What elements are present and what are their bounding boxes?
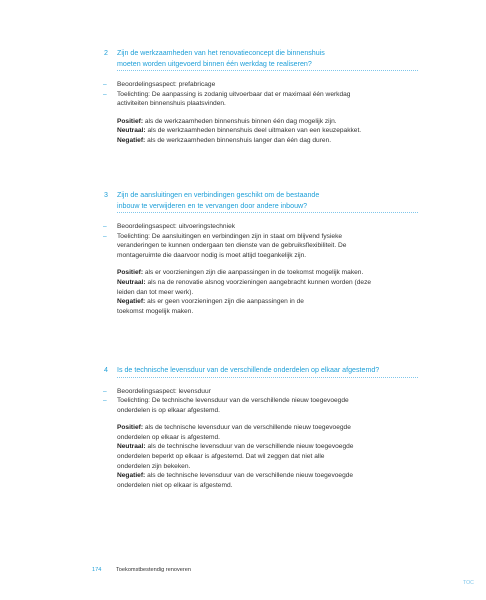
question-title bbox=[117, 48, 325, 69]
question-2 bbox=[100, 48, 418, 146]
verdict-text: onderdelen op elkaar is afgestemd. bbox=[117, 433, 221, 441]
bullet-line: Toelichting: De aanpassing is zodanig uitvoerbaar dat er maximaal één werkdag bbox=[117, 90, 351, 98]
question-heading bbox=[100, 365, 418, 376]
verdict-label: Negatief: bbox=[117, 298, 146, 306]
verdict-label: Neutraal: bbox=[117, 278, 146, 286]
verdict-text: als de technische levensduur van de verschillende nieuw toegevoegde bbox=[147, 443, 354, 451]
verdict-text: als er geen voorzieningen zijn die aanpassingen in de bbox=[147, 298, 304, 306]
verdict-block bbox=[117, 423, 418, 490]
verdict-positive bbox=[117, 117, 418, 127]
verdict-neutral bbox=[117, 126, 418, 136]
verdict-positive bbox=[117, 423, 418, 442]
verdict-text: als na de renovatie alsnog voorzieningen aangebracht kunnen worden (deze bbox=[147, 278, 372, 286]
verdict-label: Negatief: bbox=[117, 472, 146, 480]
verdict-neutral bbox=[117, 278, 418, 297]
dash-icon: – bbox=[103, 90, 107, 98]
bullet-line: veranderingen te kunnen ondergaan ten dienste van de gebruiksflexibiliteit. De bbox=[117, 242, 347, 250]
list-item bbox=[100, 232, 418, 261]
bullet-line: Toelichting: De aansluitingen en verbindingen zijn in staat om blijvend fysieke bbox=[117, 232, 343, 240]
list-item bbox=[100, 80, 418, 90]
list-item bbox=[100, 222, 418, 232]
question-number: 3 bbox=[104, 191, 108, 199]
question-number: 2 bbox=[104, 49, 108, 57]
verdict-text: als de werkzaamheden binnenshuis langer dan één dag duren. bbox=[147, 136, 332, 144]
title-line: Is de technische levensduur van de verschillende onderdelen op elkaar afgestemd? bbox=[117, 366, 380, 374]
verdict-block bbox=[117, 268, 418, 316]
dash-icon: – bbox=[103, 397, 107, 405]
list-item bbox=[100, 396, 418, 415]
dotted-rule bbox=[117, 212, 418, 213]
bullet-list bbox=[100, 222, 418, 260]
bullet-line: Beoordelingsaspect: uitvoeringstechniek bbox=[117, 223, 236, 230]
verdict-text: onderdelen beperkt op elkaar is afgestemd. Dat wil zeggen dat niet alle bbox=[117, 453, 325, 461]
verdict-negative bbox=[117, 136, 418, 146]
bullet-line: Beoordelingsaspect: levensduur bbox=[117, 387, 211, 395]
bullet-line: Beoordelingsaspect: prefabricage bbox=[117, 81, 216, 88]
title-line: inbouw te verwijderen en te vervangen door andere inbouw? bbox=[117, 201, 308, 210]
title-line: Zijn de werkzaamheden van het renovatieconcept die binnenshuis bbox=[117, 49, 325, 57]
verdict-block bbox=[117, 117, 418, 146]
verdict-label: Positief: bbox=[117, 117, 144, 125]
verdict-label: Negatief: bbox=[117, 136, 146, 144]
bullet-line: activiteiten binnenshuis plaatsvinden. bbox=[117, 100, 226, 108]
verdict-text: toekomst mogelijk maken. bbox=[117, 307, 194, 315]
question-number: 4 bbox=[104, 366, 108, 374]
toc-link[interactable]: TOC bbox=[463, 580, 474, 586]
verdict-text: als de technische levensduur van de verschillende nieuw toegevoegde bbox=[144, 424, 351, 432]
page-number: 174 bbox=[92, 567, 102, 573]
question-3 bbox=[100, 190, 418, 316]
bullet-list bbox=[100, 387, 418, 416]
dash-icon: – bbox=[103, 387, 107, 395]
question-heading bbox=[100, 48, 418, 69]
question-4 bbox=[100, 365, 418, 490]
verdict-text: als de technische levensduur van de verschillende nieuw toegevoegde bbox=[147, 472, 354, 480]
question-heading bbox=[100, 190, 418, 211]
dotted-rule bbox=[117, 377, 418, 378]
title-line: Zijn de aansluitingen en verbindingen geschikt om de bestaande bbox=[117, 191, 320, 199]
verdict-neutral bbox=[117, 442, 418, 471]
question-title bbox=[117, 190, 319, 211]
verdict-label: Neutraal: bbox=[117, 127, 146, 135]
question-title bbox=[117, 365, 379, 376]
verdict-label: Positief: bbox=[117, 269, 144, 277]
verdict-label: Positief: bbox=[117, 424, 144, 432]
verdict-text: leiden dan tot meer werk). bbox=[117, 288, 194, 296]
bullet-list bbox=[100, 80, 418, 109]
verdict-text: als de werkzaamheden binnenshuis binnen één dag mogelijk zijn. bbox=[144, 117, 337, 125]
list-item bbox=[100, 387, 418, 397]
verdict-text: als er voorzieningen zijn die aanpassingen in de toekomst mogelijk maken. bbox=[144, 269, 364, 277]
bullet-line: onderdelen is op elkaar afgestemd. bbox=[117, 406, 221, 414]
bullet-line: Toelichting: De technische levensduur van de verschillende nieuw toegevoegde bbox=[117, 397, 349, 405]
verdict-text: als de werkzaamheden binnenshuis deel uitmaken van een keuzepakket. bbox=[147, 127, 362, 135]
verdict-positive bbox=[117, 268, 418, 278]
bullet-line: montageruimte die daarvoor nodig is moet altijd toegankelijk zijn. bbox=[117, 251, 307, 259]
running-footer-title: Toekomstbestendig renoveren bbox=[116, 567, 191, 573]
dash-icon: – bbox=[103, 81, 107, 88]
verdict-negative bbox=[117, 297, 418, 316]
list-item bbox=[100, 90, 418, 109]
verdict-text: onderdelen zijn bekeken. bbox=[117, 462, 191, 470]
verdict-label: Neutraal: bbox=[117, 443, 146, 451]
dash-icon: – bbox=[103, 223, 107, 230]
verdict-text: onderdelen niet op elkaar is afgestemd. bbox=[117, 481, 233, 489]
dash-icon: – bbox=[103, 232, 107, 240]
title-line: moeten worden uitgevoerd binnen één werkdag te realiseren? bbox=[117, 59, 312, 68]
dotted-rule bbox=[117, 70, 418, 71]
verdict-negative bbox=[117, 471, 418, 490]
